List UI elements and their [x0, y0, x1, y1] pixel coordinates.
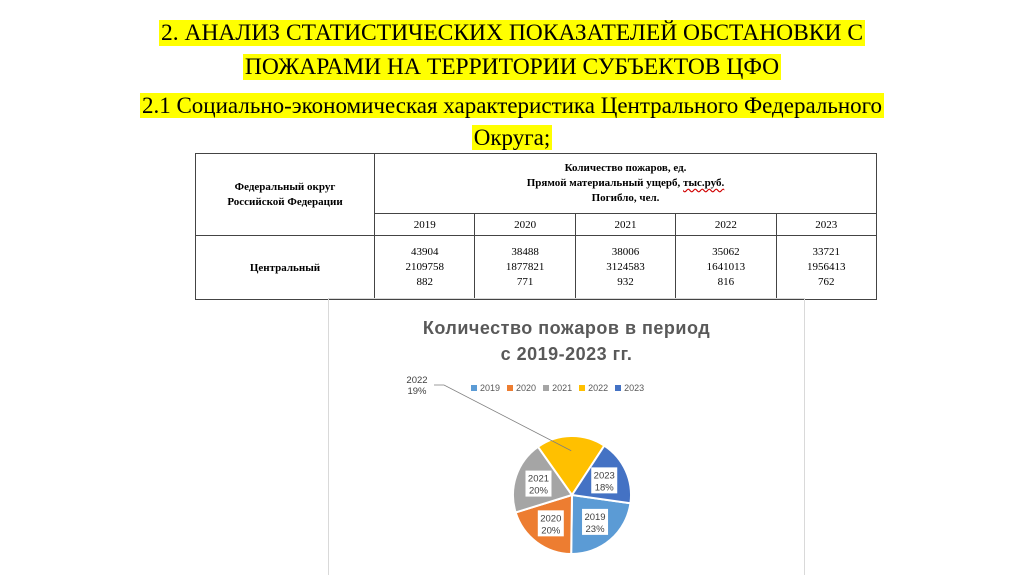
pie-chart-panel [328, 298, 805, 575]
region-header-cell: Федеральный округ Российской Федерации [196, 154, 375, 236]
statistics-table [195, 153, 877, 300]
heading-line-1: 2. АНАЛИЗ СТАТИСТИЧЕСКИХ ПОКАЗАТЕЛЕЙ ОБСТАНОВКИ С [160, 20, 864, 46]
subheading-line-2: Округа; [473, 125, 551, 150]
chart-title: Количество пожаров в период с 2019-2023 гг. [422, 318, 711, 364]
year-cell: 2023 [776, 214, 876, 236]
data-label-2021: 2021 20% [527, 473, 550, 497]
data-cell-2021: 38006 3124583 932 [575, 236, 675, 300]
pie-chart [329, 299, 804, 575]
year-cell: 2022 [676, 214, 776, 236]
data-cell-2022: 35062 1641013 816 [676, 236, 776, 300]
year-cell: 2021 [575, 214, 675, 236]
legend-label: 2019 [480, 383, 501, 393]
data-cell-2020: 38488 1877821 771 [475, 236, 575, 300]
legend-label: 2021 [552, 383, 573, 393]
subheading-line-1: 2.1 Социально-экономическая характеристика Центрального Федерального [141, 93, 883, 118]
table-row [196, 236, 877, 300]
metrics-header-cell: Количество пожаров, ед. Прямой материальный ущерб, тыс.руб. Погибло, чел. [375, 154, 877, 214]
data-cell-2023: 33721 1956413 762 [776, 236, 876, 300]
year-cell: 2019 [375, 214, 475, 236]
legend-label: 2022 [588, 383, 609, 393]
legend-label: 2023 [624, 383, 645, 393]
data-label-2019: 2019 23% [584, 511, 606, 535]
data-label-2022: 2022 19% [406, 375, 428, 397]
data-label-2023: 2023 18% [593, 470, 615, 494]
data-label-2020: 2020 20% [540, 513, 562, 537]
region-cell: Центральный [196, 236, 375, 300]
year-cell: 2020 [475, 214, 575, 236]
heading-line-2: ПОЖАРАМИ НА ТЕРРИТОРИИ СУБЪЕКТОВ ЦФО [244, 54, 780, 80]
data-cell-2019: 43904 2109758 882 [375, 236, 475, 300]
legend-label: 2020 [516, 383, 537, 393]
